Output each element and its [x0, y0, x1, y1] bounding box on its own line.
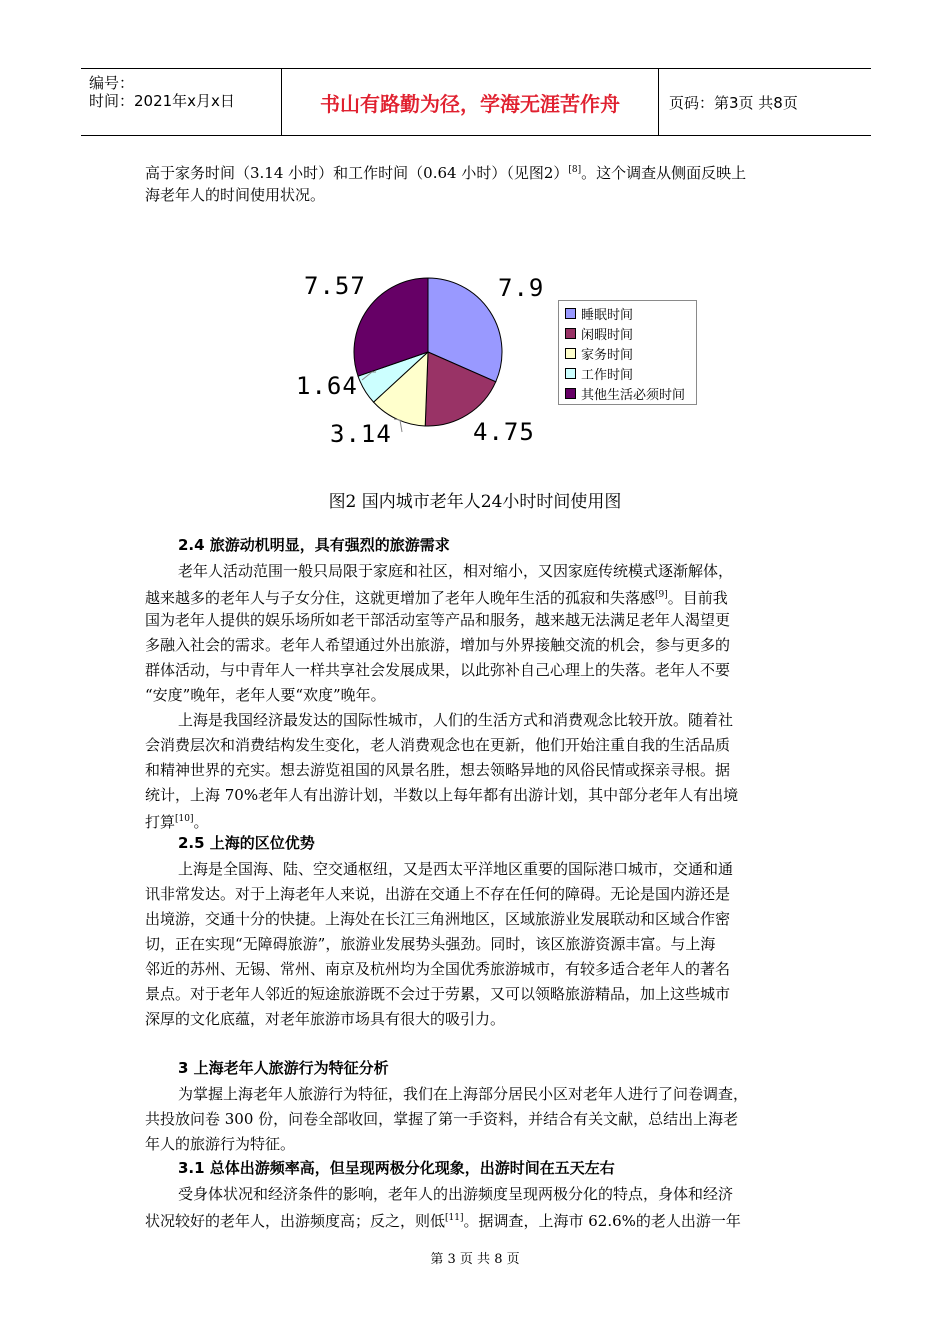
paragraph-line: 切，正在实现“无障碍旅游”，旅游业发展势头强劲。同时，该区旅游资源丰富。与上海 — [145, 935, 716, 953]
paragraph-line: 上海是我国经济最发达的国际性城市，人们的生活方式和消费观念比较开放。随着社 — [178, 711, 734, 729]
legend-item-sleep: 睡眠时间 — [565, 304, 633, 322]
legend-item-work: 工作时间 — [565, 364, 633, 382]
paragraph-line: 群体活动，与中青年人一样共享社会发展成果，以此弥补自己心理上的失落。老年人不要 — [145, 661, 731, 679]
intro-line-1: 高于家务时间（3.14 小时）和工作时间（0.64 小时）（见图2）[8]。这个调查从侧面反映上 — [145, 164, 747, 182]
paragraph-line: 邻近的苏州、无锡、常州、南京及杭州均为全国优秀旅游城市，有较多适合老年人的著名 — [145, 960, 731, 978]
legend-swatch — [565, 308, 576, 319]
paragraph-line: 为掌握上海老年人旅游行为特征，我们在上海部分居民小区对老年人进行了问卷调查， — [178, 1085, 749, 1103]
legend-item-other: 其他生活必须时间 — [565, 384, 685, 402]
pie-label-sleep: 7.9 — [498, 274, 545, 302]
pie-label-work: 1.64 — [296, 372, 358, 400]
paragraph-line: 上海是全国海、陆、空交通枢纽，又是西太平洋地区重要的国际港口城市，交通和通 — [178, 860, 734, 878]
intro-line-2: 海老年人的时间使用状况。 — [145, 186, 326, 204]
citation-ref: [8] — [568, 165, 582, 175]
header-page-label: 页码：第3页 共8页 — [669, 93, 798, 112]
paragraph-line: 共投放问卷 300 份，问卷全部收回，掌握了第一手资料，并结合有关文献，总结出上海老 — [145, 1110, 739, 1128]
section-heading-3: 3 上海老年人旅游行为特征分析 — [178, 1059, 389, 1077]
figure-caption: 图2 国内城市老年人24小时时间使用图 — [328, 492, 622, 512]
legend-swatch — [565, 368, 576, 379]
paragraph-line: 越来越多的老年人与子女分住，这就更增加了老年人晚年生活的孤寂和失落感[9]。目前我 — [145, 589, 728, 607]
paragraph-line: 老年人活动范围一般只局限于家庭和社区，相对缩小，又因家庭传统模式逐渐解体， — [178, 562, 734, 580]
citation-ref: [9] — [655, 590, 668, 600]
paragraph-line: 讯非常发达。对于上海老年人来说，出游在交通上不存在任何的障碍。无论是国内游还是 — [145, 885, 731, 903]
page-header — [81, 68, 871, 136]
paragraph-line: 年人的旅游行为特征。 — [145, 1135, 296, 1153]
pie-label-leisure: 4.75 — [473, 418, 535, 446]
legend-swatch — [565, 348, 576, 359]
legend-swatch — [565, 328, 576, 339]
paragraph-line: 状况较好的老年人，出游频度高；反之，则低[11]。据调查，上海市 62.6%的老人出游一年 — [145, 1212, 741, 1230]
legend-item-leisure: 闲暇时间 — [565, 324, 633, 342]
paragraph-line: 国为老年人提供的娱乐场所如老干部活动室等产品和服务，越来越无法满足老年人渴望更 — [145, 611, 731, 629]
page-footer: 第 3 页 共 8 页 — [430, 1252, 520, 1267]
paragraph-line: 打算[10]。 — [145, 813, 209, 831]
header-time-label: 时间：2021年x月x日 — [89, 92, 235, 110]
paragraph-line: 受身体状况和经济条件的影响，老年人的出游频度呈现两极分化的特点，身体和经济 — [178, 1185, 734, 1203]
pie-label-other: 7.57 — [304, 272, 366, 300]
paragraph-line: 会消费层次和消费结构发生变化，老人消费观念也在更新，他们开始注重自我的生活品质 — [145, 736, 731, 754]
paragraph-line: 深厚的文化底蕴，对老年旅游市场具有很大的吸引力。 — [145, 1010, 506, 1028]
paragraph-line: 统计，上海 70%老年人有出游计划，半数以上每年都有出游计划，其中部分老年人有出境 — [145, 786, 739, 804]
citation-ref: [10] — [175, 814, 194, 824]
paragraph-line: “安度”晚年，老年人要“欢度”晚年。 — [145, 686, 386, 704]
header-meta-cell — [81, 69, 282, 135]
legend-item-housework: 家务时间 — [565, 344, 633, 362]
paragraph-line: 和精神世界的充实。想去游览祖国的风景名胜，想去领略异地的风俗民情或探亲寻根。据 — [145, 761, 731, 779]
citation-ref: [11] — [445, 1213, 464, 1223]
section-heading-2-4: 2.4 旅游动机明显，具有强烈的旅游需求 — [178, 536, 450, 554]
section-heading-2-5: 2.5 上海的区位优势 — [178, 834, 315, 852]
header-number-label: 编号： — [89, 74, 135, 92]
paragraph-line: 景点。对于老年人邻近的短途旅游既不会过于劳累，又可以领略旅游精品，加上这些城市 — [145, 985, 731, 1003]
section-heading-3-1: 3.1 总体出游频率高，但呈现两极分化现象，出游时间在五天左右 — [178, 1159, 615, 1177]
legend-swatch — [565, 388, 576, 399]
pie-chart — [290, 262, 710, 452]
paragraph-line: 多融入社会的需求。老年人希望通过外出旅游，增加与外界接触交流的机会，参与更多的 — [145, 636, 731, 654]
paragraph-line: 出境游，交通十分的快捷。上海处在长江三角洲地区，区域旅游业发展联动和区域合作密 — [145, 910, 731, 928]
chart-legend — [558, 300, 697, 405]
pie-label-housework: 3.14 — [330, 420, 392, 448]
header-motto: 书山有路勤为径，学海无涯苦作舟 — [282, 69, 659, 135]
